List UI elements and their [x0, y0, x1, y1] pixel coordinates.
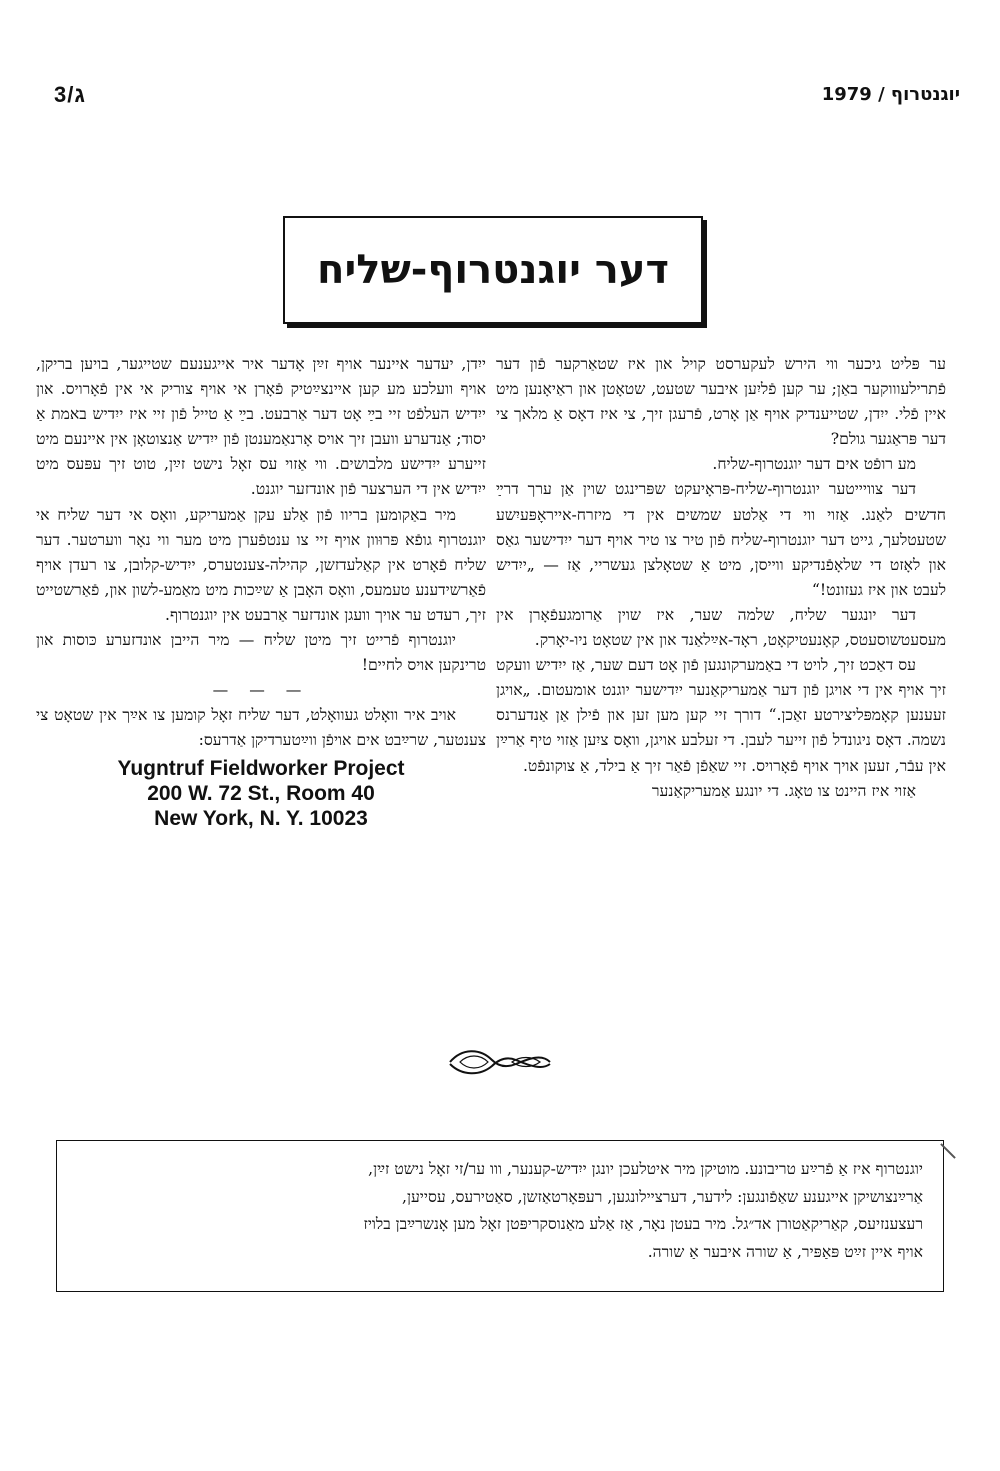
address-line: Yugntruf Fieldworker Project [117, 756, 405, 780]
paragraph: אַזוי איז היינט צו טאָג. די יונגע אַמעריקאַנער [651, 781, 916, 800]
section-separator: — — — [212, 681, 310, 700]
paragraph: דער יונגער שליח, שלמה שער, איז שוין אַרומגעפֿאָרן אין מעסעטשוסעטס, קאָנעטיקאָט, ראָד-אײַלאַנד און אין שטאָט ניו-יאָרק. [496, 605, 946, 650]
article-column-left [36, 352, 486, 831]
paragraph: יוגנטרוף פֿרייט זיך מיטן שליח — מיר הייבן אונדזערע כּוסות און טרינקען אויס לחיים! [36, 631, 486, 675]
paragraph: אויב איר וואָלט געוואָלט, דער שליח זאָל קומען צו אײַך אין שטאָט צי צענטער, שרײַבט אים אויפֿן ווײַטערדיקן אַדרעס: [36, 706, 486, 750]
paragraph: מיר באַקומען בריוו פֿון אַלע עקן אַמעריקע, וואָס אי דער שליח אי יוגנטרוף גופֿא פּרוּוון אויף זיי צו ענטפֿערן מיט מער ווי נאָר ווערטער. דער שליח פֿאָרט אין קאַלעדזשן, קהילה-צענטערס, ייִדיש-קלובן, צו רעדן אויף פֿאַרשידענע טעמעס, וואָס האָבן אַ שײַכות מיט מאַמע-לשון און, פֿאַרשטייט זיך, רעדט ער אויך וועגן אונדזער אַרבעט אין יוגנטרוף. [36, 505, 486, 624]
paragraph: מע רופֿט אים דער יוגנטרוף-שליח. [712, 455, 916, 474]
title-box [283, 216, 703, 324]
notice-line: אויף איין זײַט פּאַפּיר, אַ שורה איבער אַ שורה. [647, 1242, 923, 1261]
notice-line: רעצענזיעס, קאַריקאַטורן אד״גל. מיר בעטן נאָר, אַז אַלע מאַנוסקריפּטן זאָל מען אָנשרײַבן בלויז [363, 1215, 923, 1233]
notice-line: יוגנטרוף איז אַ פֿרײַע טריבונע. מוטיקן מיר איטלעכן יונגן ייִדיש-קענער, ווו ער/זי זאָל נישט זײַן, [368, 1160, 923, 1178]
article-column-right [496, 352, 946, 804]
page-number: ג/3 [54, 82, 86, 107]
paragraph: ער פּליט גיכער ווי הירש לעקערסט קויל און איז שטאַרקער פֿון דער פֿתרילעוווקער באַן; ער קען פֿליִען איבער שטעט, שטאָטן און ראַיאָנען מיט איין פֿלי. ייִדן, שטייענדיק אויף אַן אָרט, פֿרעגן זיך, צי איז דאָס אַ מלאך צי דער פּראַגער גולם? [496, 355, 946, 449]
article-title: דער יוגנטרוף-שליח [316, 247, 670, 293]
mailing-address [36, 756, 486, 831]
paragraph: דער צוויייטער יוגנטרוף-שליח-פּראָיעקט שפּרינגט שוין אַן ערך דרײַ חדשים לאַנג. אַזוי ווי די אַלטע שמשים אין די מיזרח-אייראָפּעיִשע שטעטלעך, גייט דער יוגנטרוף-שליח פֿון טיר צו טיר אויף דער ייִדישער גאַס און לאָזט די שלאָפֿנדיקע ווייסן, מיט אַ שטאָלצן געשריי, אַז — „ייִדיש לעבט און איז געזונט!“ [496, 480, 946, 599]
address-line: 200 W. 72 St., Room 40 [147, 781, 375, 805]
paragraph: עס דאַכט זיך, לויט די באַמערקונגען פֿון אָט דעם שער, אַז ייִדיש וועקט זיך אויף אין די אויגן פֿון דער אַמעריקאַנער ייִדישער יוגנט אומעטום. „אויגן זעענען קאָמפּליצירטע זאַכן.“ דורך זיי קען מען זען און פֿילן אַן אַנדערנס נשמה. דאָס ניגונדל פֿון זייער לעבן. די זעלבע אויגן, וואָס ציִען אַזוי טיף אַרײַן אין עבֿר, זעען אויך אויף פֿאָרויס. זיי שאַפֿן פֿאַר זיך אַ בילד, אַ צוקונפֿט. [496, 656, 946, 775]
flourish-ornament [446, 1044, 554, 1080]
issue-label: יוגנטרוף / 1979 [821, 84, 960, 105]
submission-notice [56, 1140, 944, 1292]
notice-line: אַרײַנצושיקן אייגענע שאַפֿונגען: לידער, דערציילונגען, רעפּאָרטאַזשן, סאַטירעס, עסייען, [402, 1187, 923, 1206]
address-line: New York, N. Y. 10023 [154, 806, 368, 830]
paragraph: ייִדן, יעדער איינער אויף זײַן אָדער איר אייגענעם שטייגער, בויען בריקן, אויף וועלכע מע קען איינצײַטיק פֿאָרן אי אויף צוריק אי אין פֿאָרויס. און ייִדיש העלפֿט זיי בײַ אָט דער אַרבעט. בײַ אַ טייל פֿון זיי איז ייִדיש באמת אַ יסוד; אַנדערע וועבן זיך אויס אָרנאַמענטן פֿון ייִדיש אַנצוטאָן אין איינעם מיט זייערע ייִדישע מלבושים. ווי אַזוי עס זאָל נישט זײַן, טוט זיך עפּעס מיט ייִדיש אין די הערצער פֿון אונדזער יוגנט. [36, 355, 486, 499]
